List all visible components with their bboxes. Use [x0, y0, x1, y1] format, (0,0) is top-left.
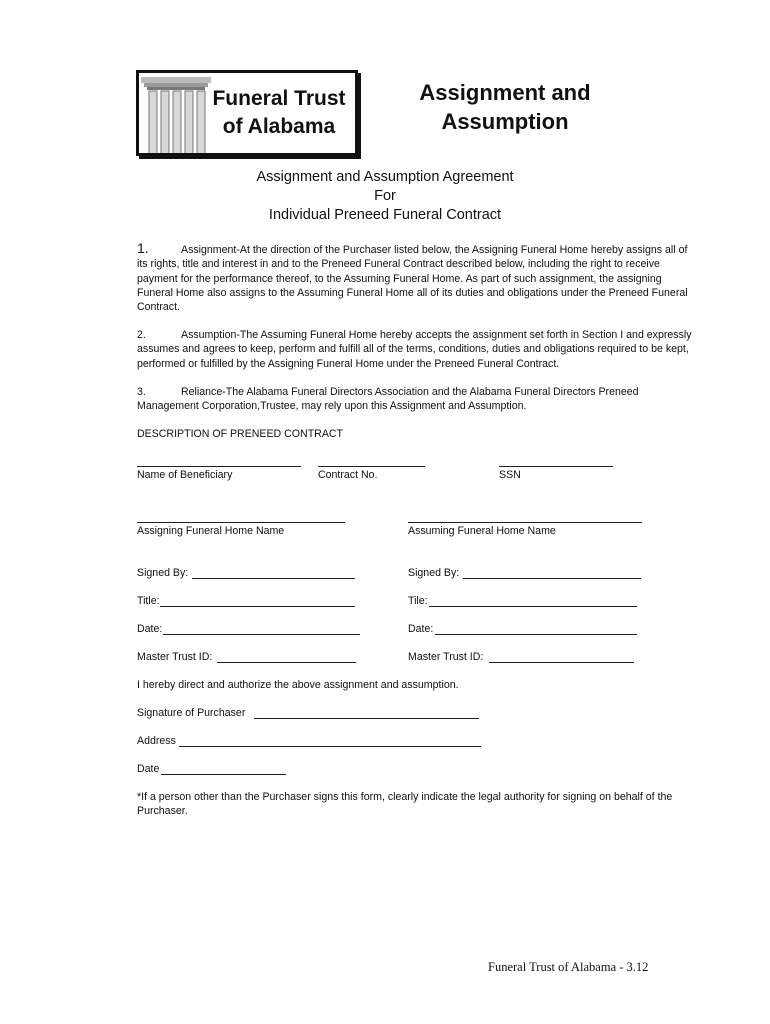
purchaser-date-label: Date — [137, 763, 160, 775]
purchaser-address-line[interactable] — [179, 746, 481, 747]
beneficiary-label: Name of Beneficiary — [137, 469, 233, 481]
section-2-text: Assumption-The Assuming Funeral Home hereby accepts the assignment set forth in Section I and expressly assumes and agrees to keep, perform and fulfill all of the terms, conditions, duties and obligations required to be kept, performed or fulfilled by the Assigning Funeral Home under the Preneed Funeral Contract. — [137, 329, 692, 370]
logo — [136, 70, 358, 156]
trust-id-left-line[interactable] — [217, 662, 356, 663]
page-footer: Funeral Trust of Alabama - 3.12 — [488, 960, 649, 974]
title-line-1: Assignment and — [419, 80, 591, 105]
logo-line-2: of Alabama — [222, 115, 336, 138]
date-left-line[interactable] — [163, 634, 360, 635]
description-heading: DESCRIPTION OF PRENEED CONTRACT — [137, 428, 344, 440]
trust-id-left-label: Master Trust ID: — [137, 651, 213, 663]
subtitle-line-1: Assignment and Assumption Agreement — [256, 169, 514, 185]
purchaser-note: *If a person other than the Purchaser signs this form, clearly indicate the legal authority for signing on behalf of the Purchaser. — [137, 791, 673, 818]
ssn-line[interactable] — [499, 466, 613, 467]
purchaser-date-line[interactable] — [161, 774, 286, 775]
title-left-label: Title: — [137, 595, 160, 607]
assigning-home-label: Assigning Funeral Home Name — [137, 525, 285, 537]
assuming-home-label: Assuming Funeral Home Name — [408, 525, 556, 537]
authorization-text: I hereby direct and authorize the above assignment and assumption. — [137, 679, 459, 691]
assuming-home-line[interactable] — [408, 522, 642, 523]
contract-no-label: Contract No. — [318, 469, 378, 481]
signed-by-right-line[interactable] — [463, 578, 641, 579]
date-right-label: Date: — [408, 623, 434, 635]
title-line-2: Assumption — [441, 109, 569, 134]
logo-text — [201, 85, 357, 141]
logo-line-1: Funeral Trust — [212, 87, 346, 110]
document-title — [395, 78, 615, 136]
trust-id-right-label: Master Trust ID: — [408, 651, 484, 663]
signed-by-left-label: Signed By: — [137, 567, 189, 579]
trust-id-right-line[interactable] — [489, 662, 634, 663]
date-right-line[interactable] — [435, 634, 637, 635]
purchaser-signature-line[interactable] — [254, 718, 479, 719]
title-right-label: Tile: — [408, 595, 428, 607]
signed-by-left-line[interactable] — [192, 578, 355, 579]
title-right-line[interactable] — [429, 606, 637, 607]
beneficiary-line[interactable] — [137, 466, 301, 467]
date-left-label: Date: — [137, 623, 163, 635]
purchaser-address-label: Address — [137, 735, 176, 747]
contract-no-line[interactable] — [318, 466, 425, 467]
section-1-number: 1. — [137, 240, 149, 256]
section-1 — [137, 241, 697, 314]
section-3-number: 3. — [137, 386, 146, 398]
assigning-home-line[interactable] — [137, 522, 345, 523]
section-1-text: Assignment-At the direction of the Purchaser listed below, the Assigning Funeral Home hereby assigns all of its rights, title and interest in and to the Preneed Funeral Contract described below, including the right to receive payment for the performance thereof, to the Assuming Funeral Home. As part of such assignment, the assigning Funeral Home also assigns to the Assuming Funeral Home all of its duties and obligations under the Preneed Funeral Contract. — [137, 244, 688, 314]
purchaser-signature-label: Signature of Purchaser — [137, 707, 246, 719]
subtitle-line-3: Individual Preneed Funeral Contract — [268, 207, 502, 223]
title-left-line[interactable] — [160, 606, 355, 607]
subtitle-line-2: For — [374, 188, 396, 204]
section-3 — [137, 385, 697, 414]
section-2-number: 2. — [137, 329, 146, 341]
section-3-text: Reliance-The Alabama Funeral Directors Association and the Alabama Funeral Directors Preneed Management Corporation,Trustee, may rely upon this Assignment and Assumption. — [137, 386, 639, 413]
ssn-label: SSN — [499, 469, 521, 481]
section-2 — [137, 328, 697, 371]
signed-by-right-label: Signed By: — [408, 567, 460, 579]
